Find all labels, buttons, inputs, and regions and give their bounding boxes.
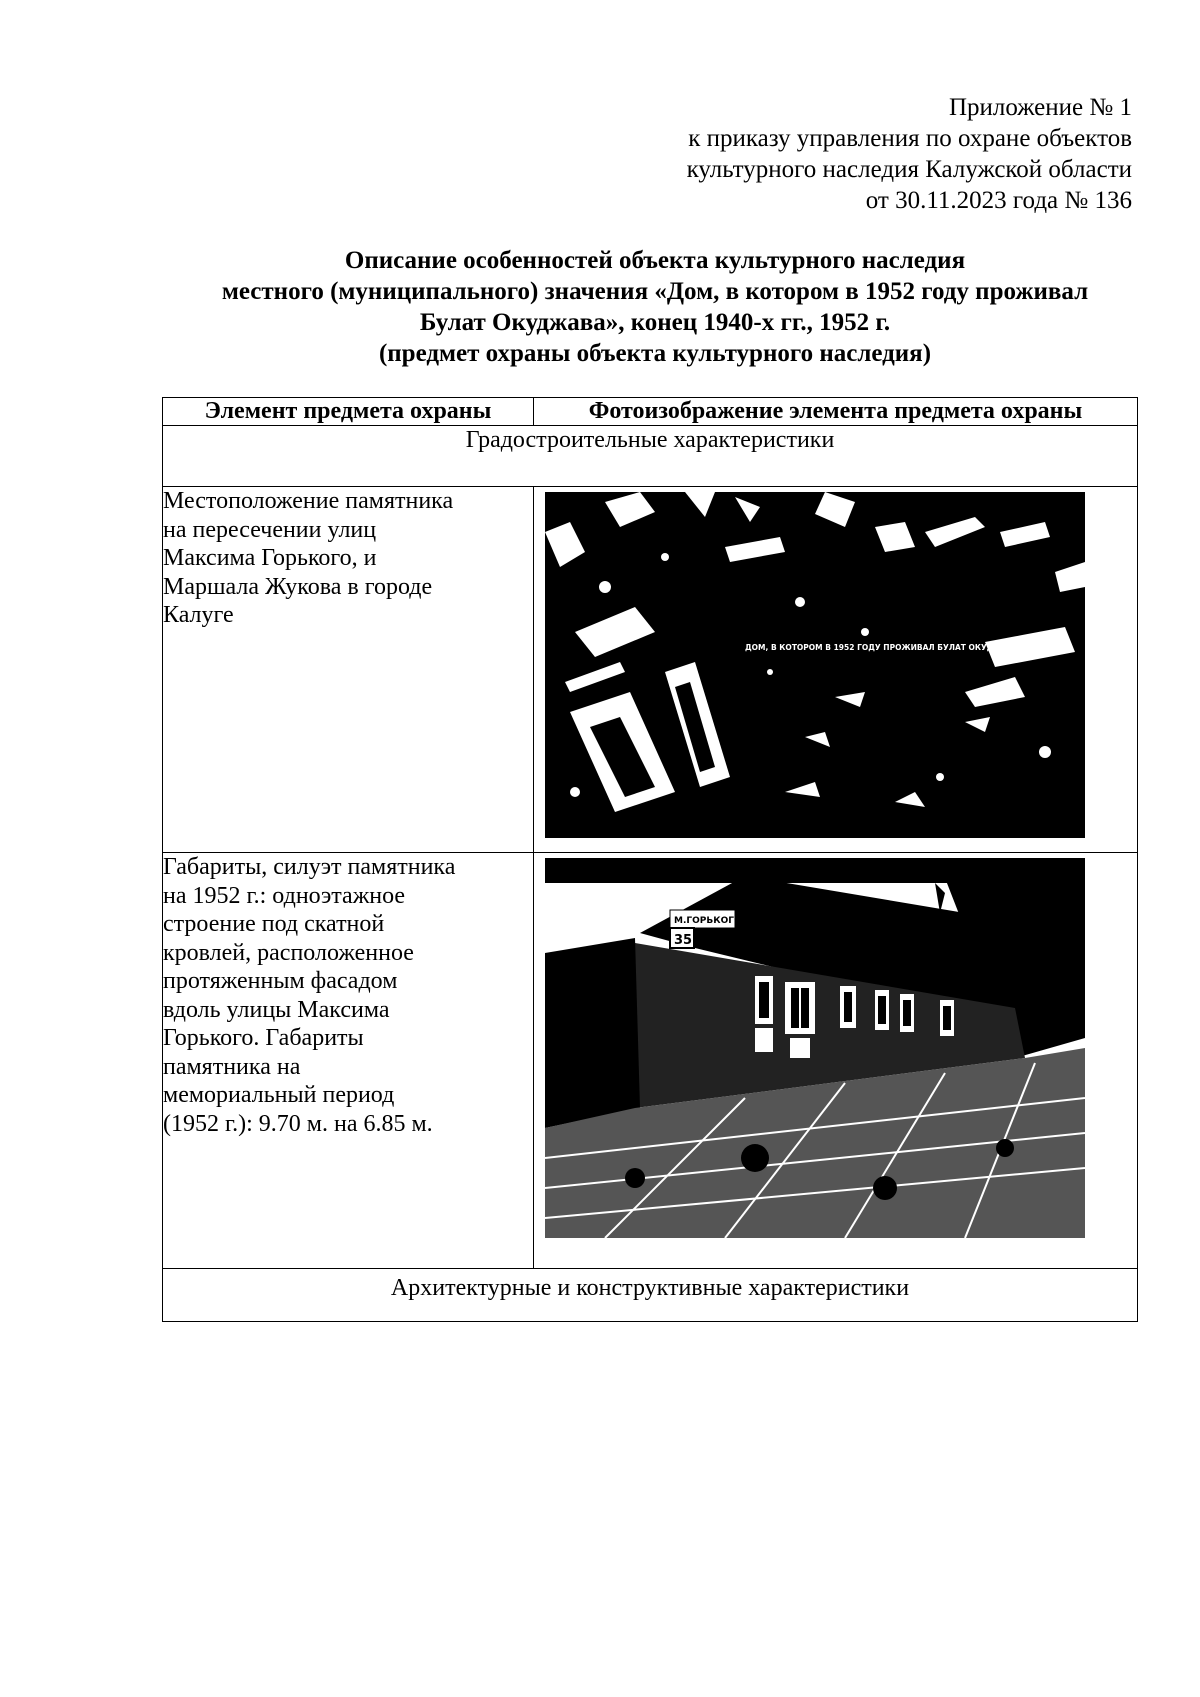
header-photo: Фотоизображение элемента предмета охраны <box>534 398 1138 426</box>
row2-photo-cell <box>534 853 1138 1269</box>
protection-table <box>162 397 1138 1322</box>
text-line: Местоположение памятника <box>163 488 454 514</box>
text-line: на 1952 г.: одноэтажное <box>163 882 406 909</box>
table-header-row <box>163 398 1138 426</box>
section-urban: Градостроительные характеристики <box>163 426 1138 487</box>
row1-description <box>163 487 534 853</box>
text-line: Маршала Жукова в городе <box>163 573 433 600</box>
row1-photo-cell <box>534 487 1138 853</box>
text-line: протяженным фасадом <box>163 968 398 994</box>
text-line: на пересечении улиц <box>163 516 377 543</box>
photo-caption: ДОМ, В КОТОРОМ В 1952 ГОДУ ПРОЖИВАЛ БУЛАТ ОКУДЖАВА <box>745 643 1020 652</box>
appendix-block <box>687 92 1132 216</box>
appendix-line: Приложение № 1 <box>948 94 1132 121</box>
text-line: мемориальный период <box>163 1082 395 1108</box>
text-line: Максима Горького, и <box>163 545 377 571</box>
text-line: строение под скатной <box>163 911 385 937</box>
table-row <box>163 853 1138 1269</box>
aerial-photo <box>545 492 1085 838</box>
house-photo <box>545 858 1085 1238</box>
section-architectural: Архитектурные и конструктивные характеристики <box>163 1269 1138 1322</box>
house-number-text: 35 <box>674 933 693 948</box>
title-line: местного (муниципального) значения «Дом, в котором в 1952 году проживал <box>221 278 1089 305</box>
header-element: Элемент предмета охраны <box>163 398 534 426</box>
text-line: Калуге <box>163 602 234 628</box>
appendix-line: культурного наследия Калужской области <box>686 156 1132 183</box>
title-line: (предмет охраны объекта культурного наследия) <box>378 340 932 367</box>
text-line: вдоль улицы Максима <box>163 996 390 1023</box>
title-line: Булат Окуджава», конец 1940-х гг., 1952 г. <box>419 309 891 336</box>
text-line: кровлей, расположенное <box>163 939 414 966</box>
text-line: Габариты, силуэт памятника <box>163 854 456 880</box>
street-sign-text: М.ГОРЬКОГО <box>674 916 742 926</box>
section-row <box>163 426 1138 487</box>
section-row <box>163 1269 1138 1322</box>
title-line: Описание особенностей объекта культурного наследия <box>344 247 966 274</box>
text-line: (1952 г.): 9.70 м. на 6.85 м. <box>163 1110 433 1137</box>
text-line: памятника на <box>163 1053 301 1080</box>
appendix-line: от 30.11.2023 года № 136 <box>865 187 1132 214</box>
appendix-line: к приказу управления по охране объектов <box>688 125 1132 152</box>
document-title <box>160 245 1150 369</box>
text-line: Горького. Габариты <box>163 1025 364 1051</box>
row2-description <box>163 853 534 1269</box>
table-row <box>163 487 1138 853</box>
